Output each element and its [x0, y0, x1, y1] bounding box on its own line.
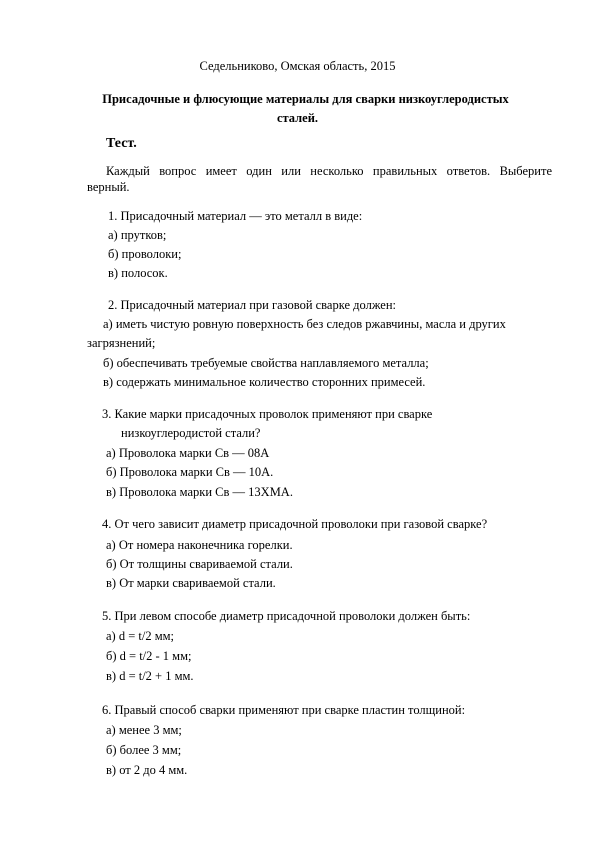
- document-title-line-2: сталей.: [276, 111, 319, 125]
- question-1-option-b: б) проволоки;: [108, 247, 182, 261]
- question-6-option-c: в) от 2 до 4 мм.: [106, 763, 188, 777]
- test-heading: Тест.: [106, 136, 137, 151]
- document-title-line-1: Присадочные и флюсующие материалы для сварки низкоуглеродистых: [102, 92, 509, 106]
- question-2-option-a-continued: загрязнений;: [87, 336, 156, 350]
- question-3-text-continued: низкоуглеродистой стали?: [121, 426, 261, 440]
- question-2-option-c: в) содержать минимальное количество сторонних примесей.: [103, 375, 426, 389]
- question-1-option-a: а) прутков;: [108, 228, 167, 242]
- question-3-text: 3. Какие марки присадочных проволок применяют при сварке: [102, 407, 433, 421]
- question-5-option-b: б) d = t/2 - 1 мм;: [106, 649, 192, 663]
- question-4-option-a: а) От номера наконечника горелки.: [106, 538, 293, 552]
- question-4-option-b: б) От толщины свариваемой стали.: [106, 557, 293, 571]
- question-6-option-a: а) менее 3 мм;: [106, 723, 182, 737]
- instructions-line-1: Каждый вопрос имеет один или несколько правильных ответов. Выберите: [106, 164, 552, 178]
- question-2-option-b: б) обеспечивать требуемые свойства наплавляемого металла;: [103, 356, 429, 370]
- question-4-text: 4. От чего зависит диаметр присадочной проволоки при газовой сварке?: [102, 517, 488, 531]
- question-5-text: 5. При левом способе диаметр присадочной проволоки должен быть:: [102, 609, 471, 623]
- question-3-option-b: б) Проволока марки Св — 10А.: [106, 465, 274, 479]
- question-3-option-c: в) Проволока марки Св — 13ХМА.: [106, 485, 293, 499]
- instructions-line-2: верный.: [87, 180, 130, 194]
- question-6-option-b: б) более 3 мм;: [106, 743, 182, 757]
- question-1-option-c: в) полосок.: [108, 266, 168, 280]
- question-2-option-a: а) иметь чистую ровную поверхность без следов ржавчины, масла и других: [103, 317, 506, 331]
- question-5-option-a: а) d = t/2 мм;: [106, 629, 174, 643]
- question-5-option-c: в) d = t/2 + 1 мм.: [106, 669, 194, 683]
- question-2-text: 2. Присадочный материал при газовой сварке должен:: [108, 298, 397, 312]
- place-year-line: Седельниково, Омская область, 2015: [199, 59, 396, 73]
- question-6-text: 6. Правый способ сварки применяют при сварке пластин толщиной:: [102, 703, 466, 717]
- question-4-option-c: в) От марки свариваемой стали.: [106, 576, 276, 590]
- question-1-text: 1. Присадочный материал — это металл в виде:: [108, 209, 363, 223]
- question-3-option-a: а) Проволока марки Св — 08А: [106, 446, 270, 460]
